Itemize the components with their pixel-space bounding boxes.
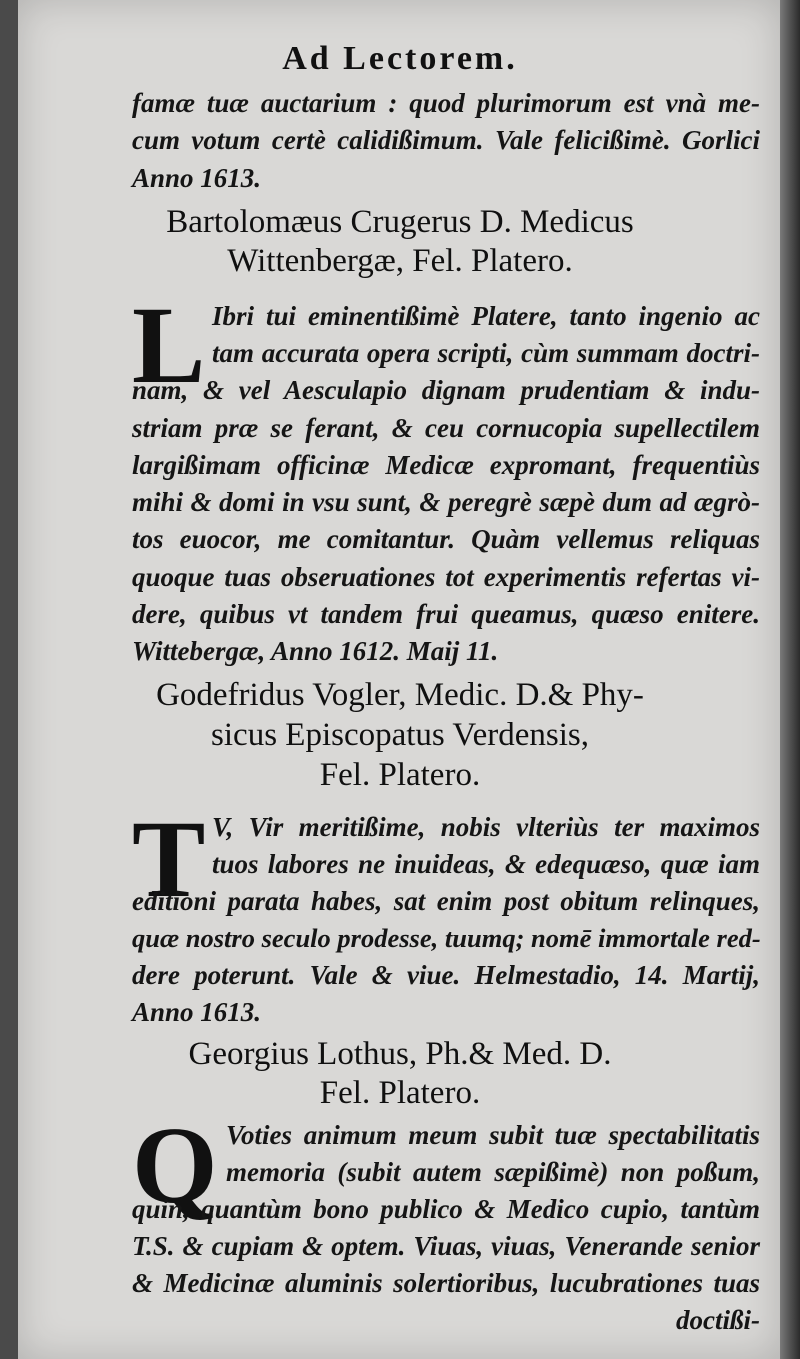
intro-line: Anno 1613. — [132, 163, 262, 193]
letter-heading: Fel. Platero. — [319, 757, 481, 793]
catchword: doctißi- — [676, 1305, 760, 1335]
letter-line: tos euocor, me comitantur. Quàm vellemus reliquas — [132, 524, 760, 554]
letter-line: Ibri tui eminentißimè Platere, tanto ingenio ac — [212, 301, 760, 331]
letter-line: editioni parata habes, sat enim post obitum relinques, — [132, 886, 760, 916]
letter-line: T.S. & cupiam & optem. Viuas, viuas, Venerande senior — [132, 1231, 760, 1261]
letter-heading: Bartolomæus Crugerus D. Medicus — [166, 204, 634, 240]
letter-line: Anno 1613. — [132, 997, 262, 1027]
letter-line: quin, quantùm bono publico & Medico cupio, tantùm — [132, 1194, 760, 1224]
letter-line: striam præ se ferant, & ceu cornucopia supellectilem — [132, 413, 760, 443]
letter-line: quoque tuas obseruationes tot experimentis refertas vi- — [132, 562, 760, 592]
letter-line: dere, quibus vt tandem frui queamus, quæso enitere. — [132, 599, 760, 629]
letter-line: tam accurata opera scripti, cùm summam doctri- — [212, 338, 760, 368]
intro-line: famæ tuæ auctarium : quod plurimorum est vnà me- — [132, 88, 760, 118]
letter-line: Voties animum meum subit tuæ spectabilitatis — [226, 1120, 760, 1150]
letter-line: largißimam officinæ Medicæ expromant, frequentiùs — [132, 450, 760, 480]
drop-cap: Q — [132, 1104, 218, 1226]
letter-heading: Fel. Platero. — [319, 1075, 481, 1111]
letter-line: tuos labores ne inuideas, & edequæso, quæ iam — [212, 849, 760, 879]
letter-heading: Georgius Lothus, Ph.& Med. D. — [188, 1036, 612, 1072]
letter-heading: Godefridus Vogler, Medic. D.& Phy- — [156, 677, 644, 713]
letter-line: nam, & vel Aesculapio dignam prudentiam & indu- — [132, 375, 760, 405]
drop-cap: L — [132, 284, 206, 406]
letter-line: quæ nostro seculo prodesse, tuumq; nomē immortale red- — [132, 923, 761, 953]
letter-line: Wittebergæ, Anno 1612. Maij 11. — [132, 636, 499, 666]
page-header: Ad Lectorem. — [282, 40, 518, 77]
letter-heading: Wittenbergæ, Fel. Platero. — [227, 243, 573, 279]
intro-line: cum votum certè calidißimum. Vale felicißimè. Gorlici — [132, 125, 760, 155]
letter-line: mihi & domi in vsu sunt, & peregrè sæpè dum ad ægrò- — [132, 487, 760, 517]
letter-heading: sicus Episcopatus Verdensis, — [211, 717, 589, 753]
letter-line: dere poterunt. Vale & viue. Helmestadio, 14. Martij, — [132, 960, 760, 990]
letter-line: memoria (subit autem sæpißimè) non poßum, — [226, 1157, 760, 1187]
letter-line: V, Vir meritißime, nobis vlteriùs ter maximos — [212, 812, 760, 842]
letter-line: & Medicinæ aluminis solertioribus, lucubrationes tuas — [132, 1268, 760, 1298]
drop-cap: T — [132, 798, 206, 920]
